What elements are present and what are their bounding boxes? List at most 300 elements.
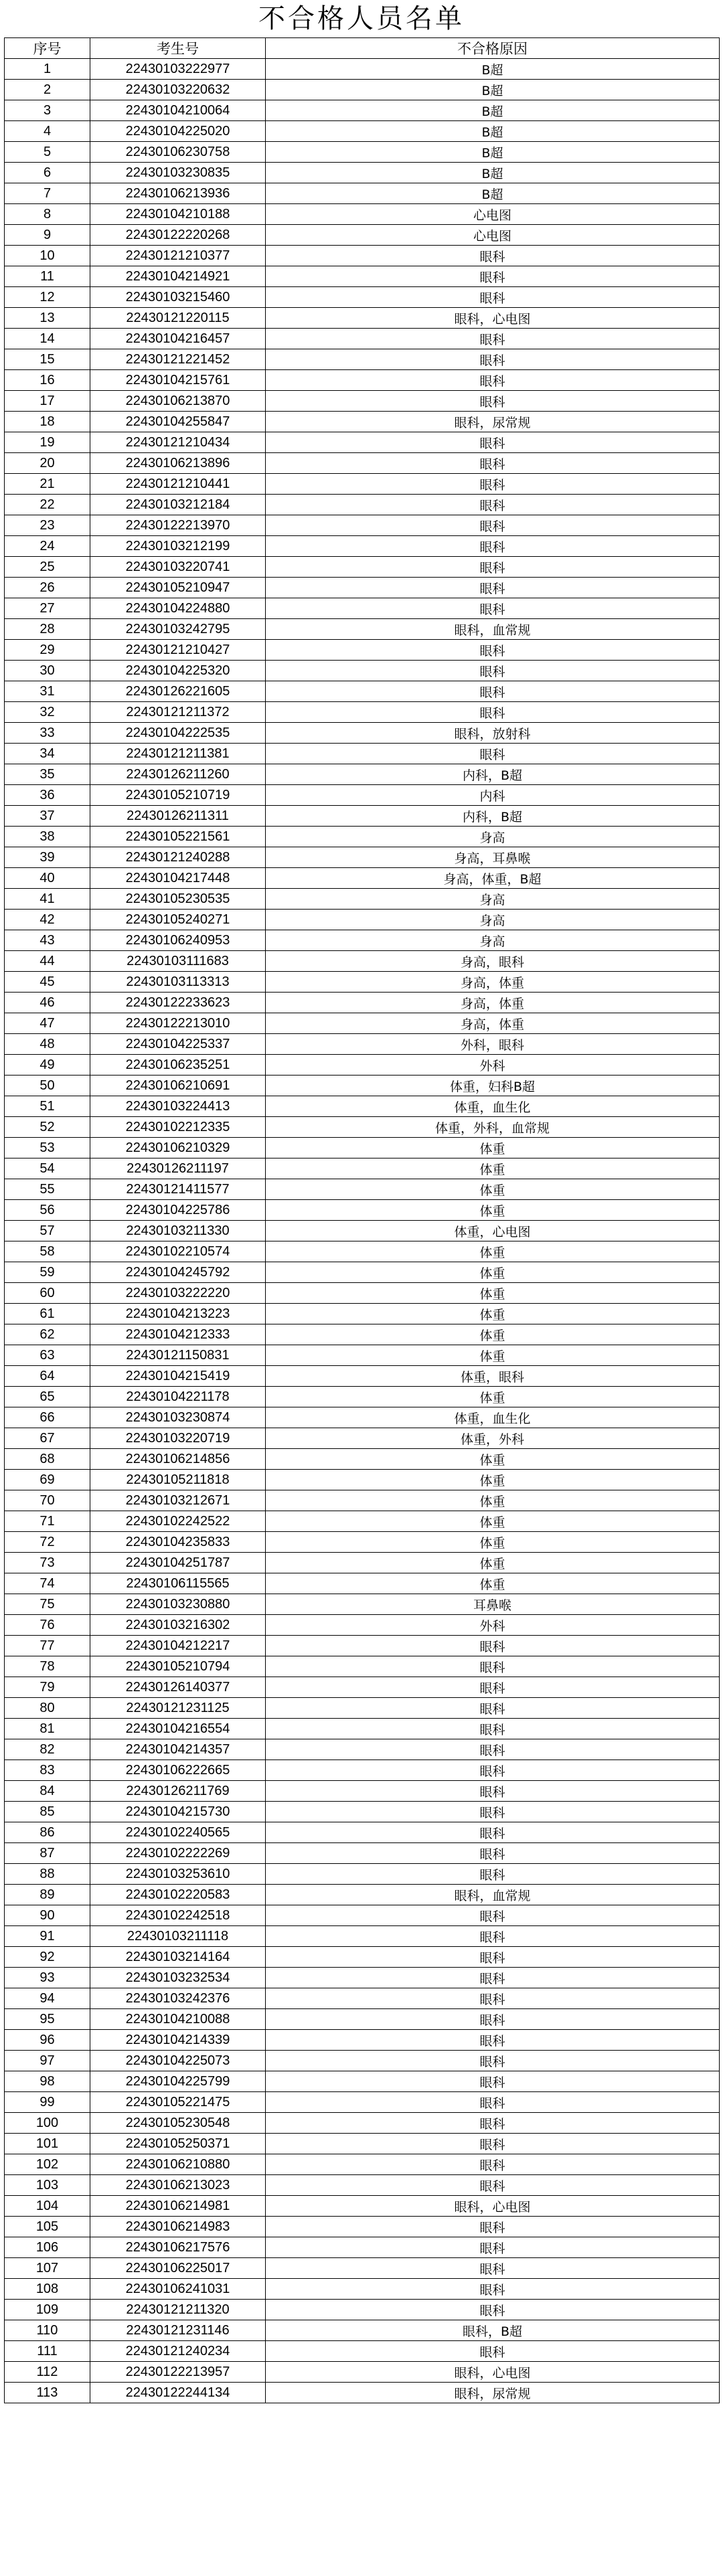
candidate-id-cell: 22430104225337 (90, 1034, 266, 1055)
failure-reason-cell: B超 (266, 59, 720, 80)
candidate-id-cell: 22430106217576 (90, 2237, 266, 2258)
table-row (5, 806, 720, 827)
table-row (5, 2154, 720, 2175)
candidate-id-cell: 22430106214856 (90, 1449, 266, 1470)
candidate-id-cell: 22430103216302 (90, 1615, 266, 1636)
candidate-id-cell: 22430122213970 (90, 515, 266, 536)
failure-reason-cell: 眼科 (266, 2258, 720, 2279)
serial-number-cell: 63 (5, 1345, 90, 1366)
failure-reason-cell: 眼科 (266, 681, 720, 702)
serial-number-cell: 74 (5, 1573, 90, 1594)
table-row (5, 370, 720, 391)
failure-reason-cell: 眼科 (266, 1822, 720, 1843)
serial-number-cell: 55 (5, 1179, 90, 1200)
table-row (5, 910, 720, 930)
serial-number-cell: 38 (5, 827, 90, 847)
serial-number-cell: 92 (5, 1947, 90, 1968)
candidate-id-cell: 22430106240953 (90, 930, 266, 951)
candidate-id-cell: 22430121210377 (90, 246, 266, 266)
table-row (5, 2362, 720, 2383)
table-row (5, 1345, 720, 1366)
table-row (5, 163, 720, 183)
serial-number-cell: 23 (5, 515, 90, 536)
serial-number-cell: 95 (5, 2009, 90, 2030)
failure-reason-cell: 眼科 (266, 2134, 720, 2154)
table-row (5, 474, 720, 495)
serial-number-cell: 54 (5, 1158, 90, 1179)
table-row (5, 100, 720, 121)
table-row (5, 1594, 720, 1615)
candidate-id-cell: 22430103230880 (90, 1594, 266, 1615)
table-row (5, 681, 720, 702)
serial-number-cell: 77 (5, 1636, 90, 1656)
serial-number-cell: 67 (5, 1428, 90, 1449)
candidate-id-cell: 22430121221452 (90, 349, 266, 370)
table-row (5, 847, 720, 868)
failure-reason-cell: 体重 (266, 1324, 720, 1345)
serial-number-cell: 29 (5, 640, 90, 661)
failure-reason-cell: 身高，耳鼻喉 (266, 847, 720, 868)
serial-number-cell: 36 (5, 785, 90, 806)
table-row (5, 785, 720, 806)
table-row (5, 2258, 720, 2279)
serial-number-cell: 39 (5, 847, 90, 868)
failure-reason-cell: 体重 (266, 1241, 720, 1262)
serial-number-cell: 86 (5, 1822, 90, 1843)
table-row (5, 287, 720, 308)
table-row (5, 1428, 720, 1449)
failure-reason-cell: 眼科，血常规 (266, 619, 720, 640)
serial-number-cell: 60 (5, 1283, 90, 1304)
table-row (5, 723, 720, 744)
serial-number-cell: 89 (5, 1885, 90, 1905)
candidate-id-cell: 22430102242518 (90, 1905, 266, 1926)
failure-reason-cell: 眼科 (266, 287, 720, 308)
serial-number-cell: 46 (5, 993, 90, 1013)
table-row (5, 1179, 720, 1200)
serial-number-cell: 71 (5, 1511, 90, 1532)
candidate-id-cell: 22430104225799 (90, 2071, 266, 2092)
candidate-id-cell: 22430122213957 (90, 2362, 266, 2383)
failure-reason-cell: 体重 (266, 1283, 720, 1304)
table-row (5, 1076, 720, 1096)
candidate-id-cell: 22430104216554 (90, 1719, 266, 1739)
candidate-id-cell: 22430104212333 (90, 1324, 266, 1345)
candidate-id-cell: 22430103214164 (90, 1947, 266, 1968)
table-row (5, 225, 720, 246)
header-serial-number: 序号 (5, 38, 90, 59)
table-row (5, 2196, 720, 2217)
table-row (5, 1283, 720, 1304)
failure-reason-cell: 心电图 (266, 204, 720, 225)
failure-reason-cell: 眼科，放射科 (266, 723, 720, 744)
serial-number-cell: 24 (5, 536, 90, 557)
candidate-id-cell: 22430106230758 (90, 142, 266, 163)
table-row (5, 1760, 720, 1781)
table-row (5, 1573, 720, 1594)
candidate-id-cell: 22430103211118 (90, 1926, 266, 1947)
table-row (5, 557, 720, 578)
table-row (5, 1511, 720, 1532)
serial-number-cell: 75 (5, 1594, 90, 1615)
table-row (5, 1739, 720, 1760)
candidate-id-cell: 22430103111683 (90, 951, 266, 972)
candidate-id-cell: 22430106213870 (90, 391, 266, 412)
failure-reason-cell: 眼科，心电图 (266, 2362, 720, 2383)
failure-reason-cell: 眼科 (266, 2279, 720, 2300)
serial-number-cell: 65 (5, 1387, 90, 1407)
candidate-id-cell: 22430121211381 (90, 744, 266, 764)
candidate-id-cell: 22430105211818 (90, 1470, 266, 1490)
serial-number-cell: 64 (5, 1366, 90, 1387)
table-row (5, 183, 720, 204)
failure-reason-cell: 体重 (266, 1490, 720, 1511)
failure-reason-cell: 眼科 (266, 2217, 720, 2237)
failure-reason-cell: 眼科 (266, 432, 720, 453)
candidate-id-cell: 22430102220583 (90, 1885, 266, 1905)
table-row (5, 702, 720, 723)
failure-reason-cell: 体重 (266, 1387, 720, 1407)
serial-number-cell: 69 (5, 1470, 90, 1490)
serial-number-cell: 105 (5, 2217, 90, 2237)
serial-number-cell: 20 (5, 453, 90, 474)
failure-reason-cell: 眼科 (266, 2030, 720, 2051)
candidate-id-cell: 22430106241031 (90, 2279, 266, 2300)
failure-reason-cell: 眼科 (266, 536, 720, 557)
candidate-id-cell: 22430102222269 (90, 1843, 266, 1864)
serial-number-cell: 61 (5, 1304, 90, 1324)
candidate-id-cell: 22430104255847 (90, 412, 266, 432)
table-row (5, 391, 720, 412)
table-row (5, 1034, 720, 1055)
serial-number-cell: 49 (5, 1055, 90, 1076)
serial-number-cell: 56 (5, 1200, 90, 1221)
serial-number-cell: 1 (5, 59, 90, 80)
candidate-id-cell: 22430121210441 (90, 474, 266, 495)
failure-reason-cell: 眼科，尿常规 (266, 2383, 720, 2403)
failure-reason-cell: 眼科，B超 (266, 2320, 720, 2341)
failure-reason-cell: 眼科 (266, 1698, 720, 1719)
table-row (5, 889, 720, 910)
serial-number-cell: 78 (5, 1656, 90, 1677)
table-row (5, 1988, 720, 2009)
candidate-id-cell: 22430104215419 (90, 1366, 266, 1387)
candidate-id-cell: 22430106210880 (90, 2154, 266, 2175)
table-row (5, 764, 720, 785)
failure-reason-cell: 体重 (266, 1138, 720, 1158)
failure-reason-cell: B超 (266, 100, 720, 121)
failure-reason-cell: 眼科 (266, 266, 720, 287)
failure-reason-cell: 眼科 (266, 2341, 720, 2362)
serial-number-cell: 59 (5, 1262, 90, 1283)
table-row (5, 1055, 720, 1076)
candidate-id-cell: 22430105230535 (90, 889, 266, 910)
failure-reason-cell: 眼科 (266, 2113, 720, 2134)
table-row (5, 2341, 720, 2362)
serial-number-cell: 26 (5, 578, 90, 598)
candidate-id-cell: 22430103212184 (90, 495, 266, 515)
candidate-id-cell: 22430103220632 (90, 80, 266, 100)
table-row (5, 80, 720, 100)
failure-reason-cell: 体重 (266, 1532, 720, 1553)
serial-number-cell: 113 (5, 2383, 90, 2403)
serial-number-cell: 110 (5, 2320, 90, 2341)
candidate-id-cell: 22430103222977 (90, 59, 266, 80)
table-row (5, 2134, 720, 2154)
failure-reason-cell: 心电图 (266, 225, 720, 246)
serial-number-cell: 62 (5, 1324, 90, 1345)
serial-number-cell: 34 (5, 744, 90, 764)
candidate-id-cell: 22430122233623 (90, 993, 266, 1013)
candidate-id-cell: 22430106213936 (90, 183, 266, 204)
serial-number-cell: 18 (5, 412, 90, 432)
candidate-id-cell: 22430121211320 (90, 2300, 266, 2320)
candidate-id-cell: 22430121240288 (90, 847, 266, 868)
failure-reason-cell: 体重 (266, 1200, 720, 1221)
table-row (5, 2175, 720, 2196)
failure-reason-cell: 身高，体重 (266, 972, 720, 993)
serial-number-cell: 47 (5, 1013, 90, 1034)
table-row (5, 1553, 720, 1573)
failure-reason-cell: 眼科 (266, 2175, 720, 2196)
candidate-id-cell: 22430105240271 (90, 910, 266, 930)
serial-number-cell: 32 (5, 702, 90, 723)
candidate-id-cell: 22430104225786 (90, 1200, 266, 1221)
serial-number-cell: 66 (5, 1407, 90, 1428)
serial-number-cell: 19 (5, 432, 90, 453)
serial-number-cell: 82 (5, 1739, 90, 1760)
serial-number-cell: 17 (5, 391, 90, 412)
candidate-id-cell: 22430103224413 (90, 1096, 266, 1117)
serial-number-cell: 108 (5, 2279, 90, 2300)
table-row (5, 308, 720, 329)
failure-reason-cell: 眼科 (266, 578, 720, 598)
candidate-id-cell: 22430121411577 (90, 1179, 266, 1200)
serial-number-cell: 106 (5, 2237, 90, 2258)
table-row (5, 329, 720, 349)
failure-reason-cell: B超 (266, 121, 720, 142)
serial-number-cell: 42 (5, 910, 90, 930)
page-title: 不合格人员名单 (258, 3, 465, 34)
serial-number-cell: 109 (5, 2300, 90, 2320)
failure-reason-cell: 体重，血生化 (266, 1407, 720, 1428)
serial-number-cell: 107 (5, 2258, 90, 2279)
candidate-id-cell: 22430104221178 (90, 1387, 266, 1407)
serial-number-cell: 25 (5, 557, 90, 578)
table-row (5, 453, 720, 474)
failure-reason-cell: 内科，B超 (266, 764, 720, 785)
failure-reason-cell: 内科，B超 (266, 806, 720, 827)
serial-number-cell: 88 (5, 1864, 90, 1885)
failure-reason-cell: 体重 (266, 1553, 720, 1573)
table-row (5, 598, 720, 619)
table-row (5, 2030, 720, 2051)
candidate-id-cell: 22430104215761 (90, 370, 266, 391)
serial-number-cell: 68 (5, 1449, 90, 1470)
failure-reason-cell: 体重 (266, 1449, 720, 1470)
failure-reason-cell: 体重，外科 (266, 1428, 720, 1449)
serial-number-cell: 33 (5, 723, 90, 744)
serial-number-cell: 31 (5, 681, 90, 702)
table-row (5, 744, 720, 764)
table-row (5, 1615, 720, 1636)
serial-number-cell: 57 (5, 1221, 90, 1241)
candidate-id-cell: 22430104217448 (90, 868, 266, 889)
failure-reason-cell: 身高，体重 (266, 993, 720, 1013)
failure-reason-cell: B超 (266, 142, 720, 163)
serial-number-cell: 12 (5, 287, 90, 308)
table-row (5, 1843, 720, 1864)
table-row (5, 1968, 720, 1988)
serial-number-cell: 101 (5, 2134, 90, 2154)
candidate-id-cell: 22430121220115 (90, 308, 266, 329)
table-row (5, 121, 720, 142)
table-row (5, 2009, 720, 2030)
table-row (5, 640, 720, 661)
failure-reason-cell: 眼科 (266, 1843, 720, 1864)
failure-reason-cell: 眼科 (266, 515, 720, 536)
candidate-id-cell: 22430105210947 (90, 578, 266, 598)
failure-reason-cell: 眼科，心电图 (266, 308, 720, 329)
failure-reason-cell: 外科 (266, 1615, 720, 1636)
candidate-id-cell: 22430126221605 (90, 681, 266, 702)
table-row (5, 1096, 720, 1117)
table-row (5, 868, 720, 889)
failure-reason-cell: 身高 (266, 910, 720, 930)
candidate-id-cell: 22430106115565 (90, 1573, 266, 1594)
serial-number-cell: 53 (5, 1138, 90, 1158)
table-row (5, 2092, 720, 2113)
failure-reason-cell: B超 (266, 80, 720, 100)
serial-number-cell: 6 (5, 163, 90, 183)
table-row (5, 1158, 720, 1179)
candidate-id-cell: 22430106235251 (90, 1055, 266, 1076)
serial-number-cell: 83 (5, 1760, 90, 1781)
failure-reason-cell: B超 (266, 183, 720, 204)
failure-reason-cell: 身高，体重，B超 (266, 868, 720, 889)
serial-number-cell: 21 (5, 474, 90, 495)
serial-number-cell: 102 (5, 2154, 90, 2175)
table-row (5, 1449, 720, 1470)
table-row (5, 1656, 720, 1677)
failure-reason-cell: 眼科 (266, 557, 720, 578)
candidate-id-cell: 22430106214981 (90, 2196, 266, 2217)
serial-number-cell: 3 (5, 100, 90, 121)
table-row (5, 1470, 720, 1490)
serial-number-cell: 40 (5, 868, 90, 889)
serial-number-cell: 98 (5, 2071, 90, 2092)
candidate-id-cell: 22430121231125 (90, 1698, 266, 1719)
candidate-id-cell: 22430106210329 (90, 1138, 266, 1158)
table-row (5, 432, 720, 453)
table-row (5, 1905, 720, 1926)
candidate-id-cell: 22430126211197 (90, 1158, 266, 1179)
failure-reason-cell: 眼科 (266, 391, 720, 412)
serial-number-cell: 41 (5, 889, 90, 910)
table-row (5, 2320, 720, 2341)
table-row (5, 1532, 720, 1553)
candidate-id-cell: 22430121150831 (90, 1345, 266, 1366)
table-row (5, 1200, 720, 1221)
failure-reason-cell: 眼科，尿常规 (266, 412, 720, 432)
candidate-id-cell: 22430104251787 (90, 1553, 266, 1573)
candidate-id-cell: 22430103253610 (90, 1864, 266, 1885)
failure-reason-cell: 眼科 (266, 598, 720, 619)
table-row (5, 1677, 720, 1698)
serial-number-cell: 84 (5, 1781, 90, 1802)
candidate-id-cell: 22430104245792 (90, 1262, 266, 1283)
failure-reason-cell: 体重，心电图 (266, 1221, 720, 1241)
candidate-id-cell: 22430105230548 (90, 2113, 266, 2134)
serial-number-cell: 45 (5, 972, 90, 993)
candidate-id-cell: 22430105210719 (90, 785, 266, 806)
serial-number-cell: 51 (5, 1096, 90, 1117)
table-row (5, 1138, 720, 1158)
table-row (5, 951, 720, 972)
failure-reason-cell: 眼科 (266, 2051, 720, 2071)
candidate-id-cell: 22430104214357 (90, 1739, 266, 1760)
serial-number-cell: 50 (5, 1076, 90, 1096)
failure-reason-cell: 眼科 (266, 661, 720, 681)
failure-reason-cell: 眼科 (266, 329, 720, 349)
serial-number-cell: 96 (5, 2030, 90, 2051)
serial-number-cell: 100 (5, 2113, 90, 2134)
table-row (5, 142, 720, 163)
serial-number-cell: 111 (5, 2341, 90, 2362)
serial-number-cell: 15 (5, 349, 90, 370)
table-row (5, 1885, 720, 1905)
serial-number-cell: 76 (5, 1615, 90, 1636)
table-row (5, 1407, 720, 1428)
candidate-id-cell: 22430122244134 (90, 2383, 266, 2403)
failure-reason-cell: 体重 (266, 1304, 720, 1324)
serial-number-cell: 99 (5, 2092, 90, 2113)
candidate-id-cell: 22430122213010 (90, 1013, 266, 1034)
failure-reason-cell: 眼科 (266, 2154, 720, 2175)
candidate-id-cell: 22430121231146 (90, 2320, 266, 2341)
serial-number-cell: 10 (5, 246, 90, 266)
serial-number-cell: 87 (5, 1843, 90, 1864)
serial-number-cell: 9 (5, 225, 90, 246)
candidate-id-cell: 22430104214921 (90, 266, 266, 287)
candidate-id-cell: 22430102212335 (90, 1117, 266, 1138)
failure-reason-cell: 体重 (266, 1179, 720, 1200)
candidate-id-cell: 22430103230835 (90, 163, 266, 183)
serial-number-cell: 93 (5, 1968, 90, 1988)
failure-reason-cell: 身高，眼科 (266, 951, 720, 972)
failure-reason-cell: 眼科 (266, 495, 720, 515)
failure-reason-cell: 眼科 (266, 2092, 720, 2113)
failure-reason-cell: 体重，血生化 (266, 1096, 720, 1117)
table-row (5, 246, 720, 266)
serial-number-cell: 44 (5, 951, 90, 972)
serial-number-cell: 104 (5, 2196, 90, 2217)
table-row (5, 1802, 720, 1822)
serial-number-cell: 48 (5, 1034, 90, 1055)
candidate-id-cell: 22430105221561 (90, 827, 266, 847)
failure-reason-cell: 耳鼻喉 (266, 1594, 720, 1615)
table-row (5, 2383, 720, 2403)
failure-reason-cell: 眼科 (266, 1781, 720, 1802)
failure-reason-cell: 眼科 (266, 2071, 720, 2092)
candidate-id-cell: 22430121210427 (90, 640, 266, 661)
failure-reason-cell: 眼科 (266, 1739, 720, 1760)
table-row (5, 2279, 720, 2300)
table-row (5, 349, 720, 370)
failure-reason-cell: 眼科 (266, 702, 720, 723)
candidate-id-cell: 22430103242376 (90, 1988, 266, 2009)
table-row (5, 578, 720, 598)
